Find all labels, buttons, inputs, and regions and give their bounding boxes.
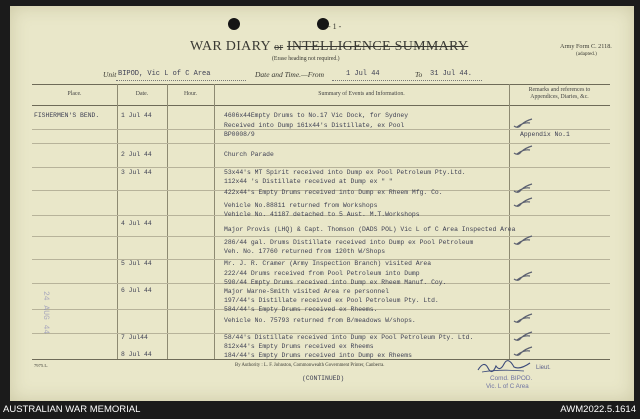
summary-line: 584/44's Empty Drums received ex Rheems. xyxy=(224,306,378,313)
col-divider-summary-remarks xyxy=(509,84,510,359)
entry-date: 6 Jul 44 xyxy=(121,287,152,294)
column-header-summary: Summary of Events and Information. xyxy=(318,91,405,97)
summary-line: 222/44 Drums received from Pool Petroleum into Dump xyxy=(224,270,420,277)
signature-rank: Lieut. xyxy=(536,365,551,371)
signature-icon xyxy=(476,358,532,376)
table-top-border xyxy=(32,84,610,85)
check-mark-icon xyxy=(513,313,533,325)
date-from-value: 1 Jul 44 xyxy=(346,70,380,78)
title-or: or xyxy=(274,42,284,53)
summary-line: Veh. No. 17760 returned from 120th W/Shops xyxy=(224,248,386,255)
date-underline xyxy=(332,80,482,81)
summary-line: Received into Dump 161x44's Distillate, ex Pool xyxy=(224,122,405,129)
col-divider-hour-summary xyxy=(214,84,215,359)
summary-line: 58/44's Distillate received into Dump ex Pool Petroleum Pty. Ltd. xyxy=(224,334,474,341)
check-mark-icon xyxy=(513,331,533,343)
summary-line: 812x44's Empty Drums received ex Rheems xyxy=(224,343,374,350)
entry-date: 4 Jul 44 xyxy=(121,220,152,227)
check-mark-icon xyxy=(513,145,533,157)
place-value: FISHERMEN'S BEND. xyxy=(34,112,100,119)
summary-line: 286/44 gal. Drums Distillate received into Dump ex Pool Petroleum xyxy=(224,239,474,246)
document-title xyxy=(190,39,468,55)
printer-note: By Authority : L. F. Johnston, Commonwealth Government Printer, Canberra. xyxy=(235,363,385,368)
form-adapted: (adapted.) xyxy=(576,51,597,57)
summary-line: Major Provis (LHQ) & Capt. Thomson (DADS POL) Vic L of C Area Inspected Area xyxy=(224,226,516,233)
unit-label: Unit xyxy=(103,70,117,79)
summary-line: 184/44's Empty Drums received into Dump ex Rheems xyxy=(224,352,412,359)
column-header-hour: Hour. xyxy=(183,91,198,97)
entry-date: 2 Jul 44 xyxy=(121,151,152,158)
check-mark-icon xyxy=(513,346,533,358)
appendix-reference: Appendix No.1 xyxy=(520,131,570,138)
date-to-value: 31 Jul 44. xyxy=(430,70,473,78)
entry-date: 7 Jul44 xyxy=(121,334,148,341)
check-mark-icon xyxy=(513,118,533,130)
summary-line: Vehicle No. 41187 detached to 5 Aust. M.T.Workshops xyxy=(224,211,420,218)
date-range-label: Date and Time.—From xyxy=(255,70,325,79)
title-war-diary: WAR DIARY xyxy=(190,39,271,54)
check-mark-icon xyxy=(513,197,533,209)
column-header-remarks-line2: Appendices, Diaries, &c. xyxy=(530,94,589,100)
title-intelligence-summary: INTELLIGENCE SUMMARY xyxy=(286,39,469,54)
column-header-place: Place. xyxy=(67,91,82,97)
unit-underline xyxy=(116,80,246,81)
printer-code: 7975.L. xyxy=(34,363,49,368)
summary-line: BP0008/9 xyxy=(224,131,255,138)
archive-name: AUSTRALIAN WAR MEMORIAL xyxy=(3,404,141,415)
entry-date: 3 Jul 44 xyxy=(121,169,152,176)
check-mark-icon xyxy=(513,183,533,195)
summary-line: 590/44 Empty Drums received into Dump ex Rheem Manuf. Coy. xyxy=(224,279,447,286)
received-date-stamp: 24 AUG 44 xyxy=(41,291,50,335)
archive-footer xyxy=(0,401,640,419)
column-header-date: Date. xyxy=(135,91,149,97)
erase-note: (Erase heading not required.) xyxy=(272,56,340,62)
col-divider-date-hour xyxy=(167,84,168,359)
summary-line: Vehicle No.88811 returned from Workshops xyxy=(224,202,378,209)
signature-area: Vic. L of C Area xyxy=(486,383,529,390)
form-id: Army Form C. 2118. xyxy=(560,43,612,50)
check-mark-icon xyxy=(513,271,533,283)
summary-line: 53x44's MT Spirit received into Dump ex Pool Petroleum Pty.Ltd. xyxy=(224,169,466,176)
col-divider-place-date xyxy=(117,84,118,359)
summary-line: Vehicle No. 75793 returned from B/meadows W/shops. xyxy=(224,317,416,324)
punch-hole-left xyxy=(228,18,240,30)
entry-date: 1 Jul 44 xyxy=(121,112,152,119)
summary-line: Major Warne-Smith visited Area re personnel xyxy=(224,288,389,295)
summary-line: 422x44's Empty Drums received into Dump ex Rheem Mfg. Co. xyxy=(224,189,443,196)
summary-line: Church Parade xyxy=(224,151,274,158)
summary-line: Mr. J. R. Cramer (Army Inspection Branch) visited Area xyxy=(224,260,432,267)
war-diary-sheet xyxy=(10,6,634,401)
summary-line: 197/44's Distillate received ex Pool Petroleum Pty. Ltd. xyxy=(224,297,439,304)
archive-reference: AWM2022.5.1614 xyxy=(560,404,636,415)
entry-date: 8 Jul 44 xyxy=(121,351,152,358)
header-bottom-border xyxy=(32,105,610,106)
column-header-remarks-line1: Remarks and references to xyxy=(528,87,591,93)
continued-note: (CONTINUED) xyxy=(302,375,345,382)
check-mark-icon xyxy=(513,235,533,247)
entry-date: 5 Jul 44 xyxy=(121,260,152,267)
summary-line: 4606x44Empty Drums to No.17 Vic Dock, for Sydney xyxy=(224,112,409,119)
date-to-label: To xyxy=(415,70,423,79)
summary-line: 112x44 's Distillate received at Dump ex " " xyxy=(224,178,393,185)
page-number: - 1 - xyxy=(328,22,342,31)
signature-title: Comd. BIPOD. xyxy=(490,375,533,382)
unit-value: BIPOD, Vic L of C Area xyxy=(118,70,211,78)
